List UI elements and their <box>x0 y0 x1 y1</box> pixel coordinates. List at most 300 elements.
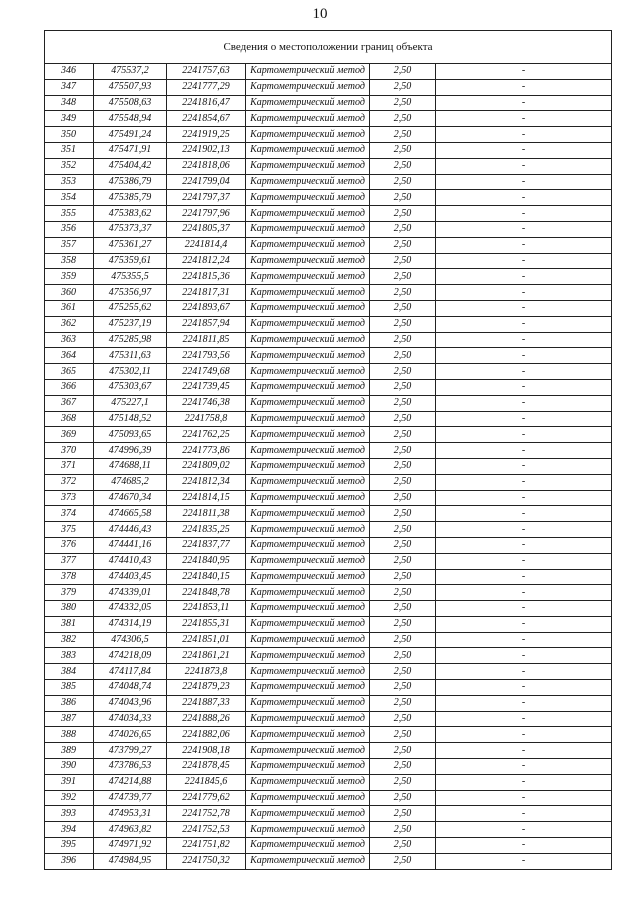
y-coordinate-cell: 2241873,8 <box>167 664 246 680</box>
y-coordinate-cell: 2241797,96 <box>167 206 246 222</box>
accuracy-cell: 2,50 <box>370 443 436 459</box>
y-coordinate-cell: 2241816,47 <box>167 95 246 111</box>
y-coordinate-cell: 2241746,38 <box>167 395 246 411</box>
accuracy-cell: 2,50 <box>370 727 436 743</box>
description-cell: - <box>436 458 612 474</box>
accuracy-cell: 2,50 <box>370 569 436 585</box>
table-row <box>45 601 612 617</box>
y-coordinate-cell: 2241811,85 <box>167 332 246 348</box>
y-coordinate-cell: 2241752,53 <box>167 822 246 838</box>
method-cell: Картометрический метод <box>246 95 370 111</box>
accuracy-cell: 2,50 <box>370 221 436 237</box>
x-coordinate-cell: 475404,42 <box>94 158 167 174</box>
accuracy-cell: 2,50 <box>370 759 436 775</box>
y-coordinate-cell: 2241879,23 <box>167 680 246 696</box>
point-number-cell: 385 <box>45 680 94 696</box>
table-row <box>45 111 612 127</box>
table-row <box>45 364 612 380</box>
method-cell: Картометрический метод <box>246 221 370 237</box>
y-coordinate-cell: 2241835,25 <box>167 522 246 538</box>
x-coordinate-cell: 475148,52 <box>94 411 167 427</box>
point-number-cell: 389 <box>45 743 94 759</box>
accuracy-cell: 2,50 <box>370 490 436 506</box>
y-coordinate-cell: 2241854,67 <box>167 111 246 127</box>
table-row <box>45 253 612 269</box>
x-coordinate-cell: 475355,5 <box>94 269 167 285</box>
description-cell: - <box>436 158 612 174</box>
point-number-cell: 351 <box>45 142 94 158</box>
description-cell: - <box>436 822 612 838</box>
x-coordinate-cell: 475508,63 <box>94 95 167 111</box>
description-cell: - <box>436 695 612 711</box>
table-row <box>45 427 612 443</box>
accuracy-cell: 2,50 <box>370 348 436 364</box>
point-number-cell: 361 <box>45 300 94 316</box>
point-number-cell: 386 <box>45 695 94 711</box>
x-coordinate-cell: 474446,43 <box>94 522 167 538</box>
x-coordinate-cell: 474043,96 <box>94 695 167 711</box>
x-coordinate-cell: 475383,62 <box>94 206 167 222</box>
x-coordinate-cell: 475361,27 <box>94 237 167 253</box>
method-cell: Картометрический метод <box>246 601 370 617</box>
table-row <box>45 790 612 806</box>
y-coordinate-cell: 2241888,26 <box>167 711 246 727</box>
y-coordinate-cell: 2241853,11 <box>167 601 246 617</box>
point-number-cell: 373 <box>45 490 94 506</box>
table-row <box>45 379 612 395</box>
y-coordinate-cell: 2241799,04 <box>167 174 246 190</box>
x-coordinate-cell: 475537,2 <box>94 64 167 80</box>
table-row <box>45 522 612 538</box>
x-coordinate-cell: 474117,84 <box>94 664 167 680</box>
accuracy-cell: 2,50 <box>370 711 436 727</box>
y-coordinate-cell: 2241814,4 <box>167 237 246 253</box>
description-cell: - <box>436 616 612 632</box>
table-title: Сведения о местоположении границ объекта <box>45 31 612 64</box>
accuracy-cell: 2,50 <box>370 601 436 617</box>
method-cell: Картометрический метод <box>246 127 370 143</box>
accuracy-cell: 2,50 <box>370 458 436 474</box>
point-number-cell: 377 <box>45 553 94 569</box>
method-cell: Картометрический метод <box>246 632 370 648</box>
y-coordinate-cell: 2241845,6 <box>167 774 246 790</box>
accuracy-cell: 2,50 <box>370 427 436 443</box>
x-coordinate-cell: 475093,65 <box>94 427 167 443</box>
description-cell: - <box>436 206 612 222</box>
accuracy-cell: 2,50 <box>370 648 436 664</box>
description-cell: - <box>436 727 612 743</box>
x-coordinate-cell: 474971,92 <box>94 838 167 854</box>
x-coordinate-cell: 474410,43 <box>94 553 167 569</box>
x-coordinate-cell: 474048,74 <box>94 680 167 696</box>
method-cell: Картометрический метод <box>246 506 370 522</box>
method-cell: Картометрический метод <box>246 269 370 285</box>
table-row <box>45 348 612 364</box>
description-cell: - <box>436 127 612 143</box>
table-row <box>45 853 612 869</box>
point-number-cell: 390 <box>45 759 94 775</box>
point-number-cell: 391 <box>45 774 94 790</box>
x-coordinate-cell: 475237,19 <box>94 316 167 332</box>
method-cell: Картометрический метод <box>246 474 370 490</box>
method-cell: Картометрический метод <box>246 490 370 506</box>
point-number-cell: 394 <box>45 822 94 838</box>
y-coordinate-cell: 2241887,33 <box>167 695 246 711</box>
table-body <box>45 31 612 870</box>
method-cell: Картометрический метод <box>246 443 370 459</box>
accuracy-cell: 2,50 <box>370 411 436 427</box>
point-number-cell: 359 <box>45 269 94 285</box>
point-number-cell: 378 <box>45 569 94 585</box>
description-cell: - <box>436 316 612 332</box>
method-cell: Картометрический метод <box>246 838 370 854</box>
table-row <box>45 680 612 696</box>
description-cell: - <box>436 379 612 395</box>
description-cell: - <box>436 522 612 538</box>
y-coordinate-cell: 2241818,06 <box>167 158 246 174</box>
description-cell: - <box>436 774 612 790</box>
table-row <box>45 142 612 158</box>
method-cell: Картометрический метод <box>246 806 370 822</box>
x-coordinate-cell: 475548,94 <box>94 111 167 127</box>
y-coordinate-cell: 2241750,32 <box>167 853 246 869</box>
y-coordinate-cell: 2241739,45 <box>167 379 246 395</box>
x-coordinate-cell: 474984,95 <box>94 853 167 869</box>
point-number-cell: 356 <box>45 221 94 237</box>
point-number-cell: 353 <box>45 174 94 190</box>
accuracy-cell: 2,50 <box>370 158 436 174</box>
method-cell: Картометрический метод <box>246 174 370 190</box>
description-cell: - <box>436 411 612 427</box>
method-cell: Картометрический метод <box>246 727 370 743</box>
x-coordinate-cell: 474332,05 <box>94 601 167 617</box>
x-coordinate-cell: 475285,98 <box>94 332 167 348</box>
accuracy-cell: 2,50 <box>370 632 436 648</box>
point-number-cell: 349 <box>45 111 94 127</box>
description-cell: - <box>436 64 612 80</box>
point-number-cell: 371 <box>45 458 94 474</box>
description-cell: - <box>436 664 612 680</box>
method-cell: Картометрический метод <box>246 822 370 838</box>
x-coordinate-cell: 474026,65 <box>94 727 167 743</box>
point-number-cell: 350 <box>45 127 94 143</box>
point-number-cell: 355 <box>45 206 94 222</box>
point-number-cell: 395 <box>45 838 94 854</box>
point-number-cell: 381 <box>45 616 94 632</box>
description-cell: - <box>436 790 612 806</box>
method-cell: Картометрический метод <box>246 316 370 332</box>
point-number-cell: 347 <box>45 79 94 95</box>
table-row <box>45 648 612 664</box>
y-coordinate-cell: 2241908,18 <box>167 743 246 759</box>
description-cell: - <box>436 569 612 585</box>
x-coordinate-cell: 475255,62 <box>94 300 167 316</box>
accuracy-cell: 2,50 <box>370 127 436 143</box>
y-coordinate-cell: 2241793,56 <box>167 348 246 364</box>
method-cell: Картометрический метод <box>246 206 370 222</box>
method-cell: Картометрический метод <box>246 790 370 806</box>
point-number-cell: 380 <box>45 601 94 617</box>
method-cell: Картометрический метод <box>246 411 370 427</box>
x-coordinate-cell: 475311,63 <box>94 348 167 364</box>
description-cell: - <box>436 79 612 95</box>
y-coordinate-cell: 2241851,01 <box>167 632 246 648</box>
table-row <box>45 506 612 522</box>
description-cell: - <box>436 806 612 822</box>
point-number-cell: 370 <box>45 443 94 459</box>
table-row <box>45 64 612 80</box>
y-coordinate-cell: 2241762,25 <box>167 427 246 443</box>
accuracy-cell: 2,50 <box>370 142 436 158</box>
description-cell: - <box>436 395 612 411</box>
table-row <box>45 585 612 601</box>
accuracy-cell: 2,50 <box>370 316 436 332</box>
y-coordinate-cell: 2241840,95 <box>167 553 246 569</box>
accuracy-cell: 2,50 <box>370 190 436 206</box>
method-cell: Картометрический метод <box>246 190 370 206</box>
y-coordinate-cell: 2241919,25 <box>167 127 246 143</box>
y-coordinate-cell: 2241815,36 <box>167 269 246 285</box>
accuracy-cell: 2,50 <box>370 95 436 111</box>
x-coordinate-cell: 475303,67 <box>94 379 167 395</box>
x-coordinate-cell: 475491,24 <box>94 127 167 143</box>
x-coordinate-cell: 474953,31 <box>94 806 167 822</box>
y-coordinate-cell: 2241840,15 <box>167 569 246 585</box>
point-number-cell: 384 <box>45 664 94 680</box>
description-cell: - <box>436 269 612 285</box>
accuracy-cell: 2,50 <box>370 790 436 806</box>
y-coordinate-cell: 2241857,94 <box>167 316 246 332</box>
table-row <box>45 664 612 680</box>
method-cell: Картометрический метод <box>246 774 370 790</box>
method-cell: Картометрический метод <box>246 616 370 632</box>
point-number-cell: 375 <box>45 522 94 538</box>
y-coordinate-cell: 2241814,15 <box>167 490 246 506</box>
method-cell: Картометрический метод <box>246 522 370 538</box>
description-cell: - <box>436 221 612 237</box>
method-cell: Картометрический метод <box>246 569 370 585</box>
y-coordinate-cell: 2241811,38 <box>167 506 246 522</box>
table-row <box>45 743 612 759</box>
accuracy-cell: 2,50 <box>370 300 436 316</box>
description-cell: - <box>436 759 612 775</box>
point-number-cell: 362 <box>45 316 94 332</box>
point-number-cell: 388 <box>45 727 94 743</box>
description-cell: - <box>436 506 612 522</box>
y-coordinate-cell: 2241878,45 <box>167 759 246 775</box>
description-cell: - <box>436 853 612 869</box>
y-coordinate-cell: 2241773,86 <box>167 443 246 459</box>
method-cell: Картометрический метод <box>246 395 370 411</box>
y-coordinate-cell: 2241848,78 <box>167 585 246 601</box>
table-row <box>45 127 612 143</box>
method-cell: Картометрический метод <box>246 142 370 158</box>
method-cell: Картометрический метод <box>246 664 370 680</box>
accuracy-cell: 2,50 <box>370 79 436 95</box>
point-number-cell: 357 <box>45 237 94 253</box>
accuracy-cell: 2,50 <box>370 253 436 269</box>
x-coordinate-cell: 475507,93 <box>94 79 167 95</box>
accuracy-cell: 2,50 <box>370 332 436 348</box>
description-cell: - <box>436 427 612 443</box>
table-row <box>45 221 612 237</box>
y-coordinate-cell: 2241861,21 <box>167 648 246 664</box>
accuracy-cell: 2,50 <box>370 664 436 680</box>
y-coordinate-cell: 2241882,06 <box>167 727 246 743</box>
description-cell: - <box>436 537 612 553</box>
accuracy-cell: 2,50 <box>370 364 436 380</box>
description-cell: - <box>436 443 612 459</box>
point-number-cell: 368 <box>45 411 94 427</box>
table-row <box>45 490 612 506</box>
method-cell: Картометрический метод <box>246 458 370 474</box>
point-number-cell: 364 <box>45 348 94 364</box>
description-cell: - <box>436 174 612 190</box>
table-row <box>45 474 612 490</box>
boundary-table <box>44 30 612 870</box>
point-number-cell: 363 <box>45 332 94 348</box>
y-coordinate-cell: 2241779,62 <box>167 790 246 806</box>
x-coordinate-cell: 475385,79 <box>94 190 167 206</box>
description-cell: - <box>436 711 612 727</box>
point-number-cell: 393 <box>45 806 94 822</box>
point-number-cell: 372 <box>45 474 94 490</box>
x-coordinate-cell: 475356,97 <box>94 285 167 301</box>
y-coordinate-cell: 2241893,67 <box>167 300 246 316</box>
description-cell: - <box>436 743 612 759</box>
point-number-cell: 383 <box>45 648 94 664</box>
x-coordinate-cell: 475227,1 <box>94 395 167 411</box>
x-coordinate-cell: 475373,37 <box>94 221 167 237</box>
accuracy-cell: 2,50 <box>370 237 436 253</box>
description-cell: - <box>436 585 612 601</box>
description-cell: - <box>436 300 612 316</box>
x-coordinate-cell: 474688,11 <box>94 458 167 474</box>
x-coordinate-cell: 474214,88 <box>94 774 167 790</box>
description-cell: - <box>436 285 612 301</box>
method-cell: Картометрический метод <box>246 348 370 364</box>
point-number-cell: 348 <box>45 95 94 111</box>
accuracy-cell: 2,50 <box>370 806 436 822</box>
method-cell: Картометрический метод <box>246 79 370 95</box>
point-number-cell: 367 <box>45 395 94 411</box>
accuracy-cell: 2,50 <box>370 774 436 790</box>
method-cell: Картометрический метод <box>246 680 370 696</box>
accuracy-cell: 2,50 <box>370 553 436 569</box>
x-coordinate-cell: 474314,19 <box>94 616 167 632</box>
table-row <box>45 95 612 111</box>
accuracy-cell: 2,50 <box>370 206 436 222</box>
x-coordinate-cell: 474685,2 <box>94 474 167 490</box>
accuracy-cell: 2,50 <box>370 585 436 601</box>
accuracy-cell: 2,50 <box>370 395 436 411</box>
method-cell: Картометрический метод <box>246 111 370 127</box>
y-coordinate-cell: 2241749,68 <box>167 364 246 380</box>
accuracy-cell: 2,50 <box>370 111 436 127</box>
point-number-cell: 376 <box>45 537 94 553</box>
x-coordinate-cell: 474034,33 <box>94 711 167 727</box>
table-row <box>45 632 612 648</box>
description-cell: - <box>436 553 612 569</box>
table-row <box>45 332 612 348</box>
description-cell: - <box>436 95 612 111</box>
x-coordinate-cell: 475359,61 <box>94 253 167 269</box>
table-title-row <box>45 31 612 64</box>
point-number-cell: 365 <box>45 364 94 380</box>
table-row <box>45 285 612 301</box>
x-coordinate-cell: 474739,77 <box>94 790 167 806</box>
table-row <box>45 269 612 285</box>
x-coordinate-cell: 474403,45 <box>94 569 167 585</box>
description-cell: - <box>436 601 612 617</box>
table-row <box>45 616 612 632</box>
point-number-cell: 374 <box>45 506 94 522</box>
description-cell: - <box>436 190 612 206</box>
accuracy-cell: 2,50 <box>370 853 436 869</box>
y-coordinate-cell: 2241902,13 <box>167 142 246 158</box>
table-row <box>45 458 612 474</box>
description-cell: - <box>436 632 612 648</box>
y-coordinate-cell: 2241797,37 <box>167 190 246 206</box>
accuracy-cell: 2,50 <box>370 506 436 522</box>
point-number-cell: 360 <box>45 285 94 301</box>
table-row <box>45 174 612 190</box>
method-cell: Картометрический метод <box>246 711 370 727</box>
description-cell: - <box>436 364 612 380</box>
point-number-cell: 379 <box>45 585 94 601</box>
method-cell: Картометрический метод <box>246 648 370 664</box>
description-cell: - <box>436 490 612 506</box>
table-row <box>45 190 612 206</box>
x-coordinate-cell: 474996,39 <box>94 443 167 459</box>
point-number-cell: 392 <box>45 790 94 806</box>
method-cell: Картометрический метод <box>246 237 370 253</box>
y-coordinate-cell: 2241751,82 <box>167 838 246 854</box>
x-coordinate-cell: 474665,58 <box>94 506 167 522</box>
accuracy-cell: 2,50 <box>370 822 436 838</box>
accuracy-cell: 2,50 <box>370 64 436 80</box>
accuracy-cell: 2,50 <box>370 522 436 538</box>
point-number-cell: 382 <box>45 632 94 648</box>
method-cell: Картометрический метод <box>246 427 370 443</box>
accuracy-cell: 2,50 <box>370 616 436 632</box>
x-coordinate-cell: 473786,53 <box>94 759 167 775</box>
x-coordinate-cell: 475302,11 <box>94 364 167 380</box>
method-cell: Картометрический метод <box>246 253 370 269</box>
table-row <box>45 79 612 95</box>
table-row <box>45 537 612 553</box>
accuracy-cell: 2,50 <box>370 285 436 301</box>
point-number-cell: 366 <box>45 379 94 395</box>
y-coordinate-cell: 2241855,31 <box>167 616 246 632</box>
method-cell: Картометрический метод <box>246 759 370 775</box>
point-number-cell: 358 <box>45 253 94 269</box>
table-row <box>45 300 612 316</box>
x-coordinate-cell: 474339,01 <box>94 585 167 601</box>
point-number-cell: 369 <box>45 427 94 443</box>
table-row <box>45 759 612 775</box>
x-coordinate-cell: 474963,82 <box>94 822 167 838</box>
table-row <box>45 553 612 569</box>
accuracy-cell: 2,50 <box>370 379 436 395</box>
y-coordinate-cell: 2241758,8 <box>167 411 246 427</box>
y-coordinate-cell: 2241809,02 <box>167 458 246 474</box>
point-number-cell: 354 <box>45 190 94 206</box>
accuracy-cell: 2,50 <box>370 474 436 490</box>
x-coordinate-cell: 473799,27 <box>94 743 167 759</box>
y-coordinate-cell: 2241812,24 <box>167 253 246 269</box>
method-cell: Картометрический метод <box>246 695 370 711</box>
